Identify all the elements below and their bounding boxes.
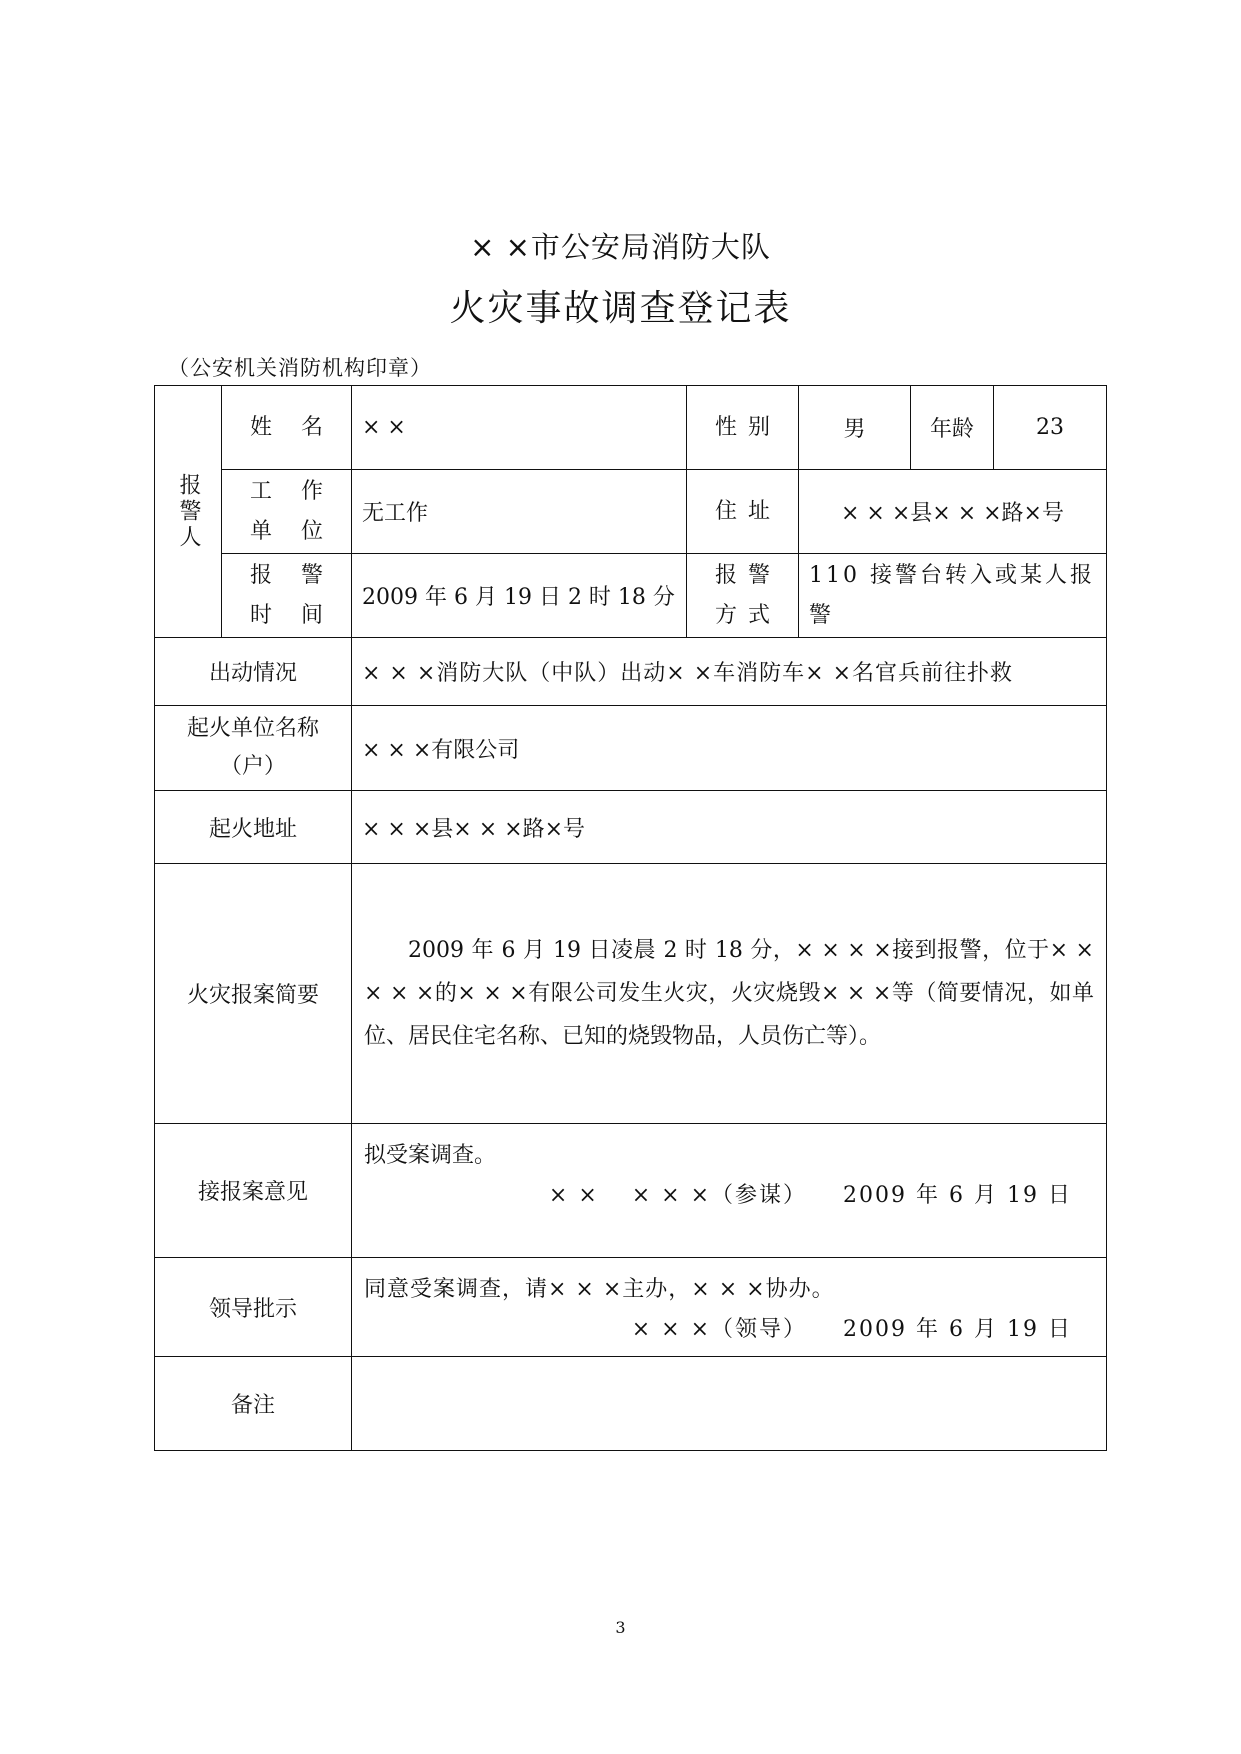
leader-signer: × × ×（领导） bbox=[631, 1317, 808, 1342]
reporter-group-text: 报警人 bbox=[176, 472, 201, 551]
method-label-2b: 式 bbox=[747, 602, 770, 628]
time-label-1b: 警 bbox=[300, 562, 323, 588]
work-label-2a: 单 bbox=[250, 518, 273, 544]
fire-unit-value: × × ×有限公司 bbox=[352, 706, 1107, 791]
opinion-text: 拟受案调查。 bbox=[364, 1143, 497, 1168]
method-label-1b: 警 bbox=[747, 562, 770, 588]
address-label bbox=[687, 470, 799, 554]
document-title: 火灾事故调查登记表 bbox=[449, 288, 792, 329]
fire-unit-label bbox=[155, 706, 352, 791]
name-label bbox=[222, 386, 352, 470]
fire-address-label: 起火地址 bbox=[155, 791, 352, 864]
leader-cell bbox=[352, 1258, 1107, 1357]
leader-signature-line bbox=[364, 1310, 1094, 1350]
reporter-row-1 bbox=[155, 386, 1107, 470]
leader-text: 同意受案调查，请× × ×主办，× × ×协办。 bbox=[364, 1277, 835, 1302]
name-label-a: 姓 bbox=[250, 414, 273, 440]
work-unit-value: 无工作 bbox=[352, 470, 687, 554]
method-label-2a: 方 bbox=[715, 602, 738, 628]
time-label-2a: 时 bbox=[250, 602, 273, 628]
registration-form-table bbox=[154, 385, 1107, 1451]
dispatch-row bbox=[155, 638, 1107, 706]
opinion-signer: × × × × ×（参谋） bbox=[548, 1183, 808, 1208]
gender-label-a: 性 bbox=[715, 414, 738, 440]
gender-label bbox=[687, 386, 799, 470]
opinion-cell bbox=[352, 1124, 1107, 1258]
work-unit-label bbox=[222, 470, 352, 554]
leader-row bbox=[155, 1258, 1107, 1357]
reporter-row-3 bbox=[155, 554, 1107, 638]
fire-unit-row bbox=[155, 706, 1107, 791]
opinion-label: 接报案意见 bbox=[155, 1124, 352, 1258]
dispatch-label: 出动情况 bbox=[155, 638, 352, 706]
summary-label: 火灾报案简要 bbox=[155, 864, 352, 1124]
time-label-2b: 间 bbox=[300, 602, 323, 628]
fire-unit-label-line1: 起火单位名称 bbox=[186, 716, 319, 741]
seal-note: （公安机关消防机构印章） bbox=[168, 356, 432, 380]
fire-address-value: × × ×县× × ×路×号 bbox=[352, 791, 1107, 864]
gender-label-b: 别 bbox=[747, 414, 770, 440]
remarks-row bbox=[155, 1357, 1107, 1451]
dispatch-value: × × ×消防大队（中队）出动× ×车消防车× ×名官兵前往扑救 bbox=[352, 638, 1107, 706]
summary-row bbox=[155, 864, 1107, 1124]
summary-text: 2009 年 6 月 19 日凌晨 2 时 18 分，× × × ×接到报警，位于× × × × ×的× × ×有限公司发生火灾，火灾烧毁× × ×等（简要情况，如单位、居民住宅名称、已知的烧毁物品，人员伤亡等）。 bbox=[364, 938, 1094, 1049]
time-label-1a: 报 bbox=[250, 562, 273, 588]
opinion-signature-line bbox=[364, 1176, 1094, 1216]
work-label-1a: 工 bbox=[250, 478, 273, 504]
fire-unit-label-line2: （户） bbox=[219, 754, 286, 779]
address-value: × × ×县× × ×路×号 bbox=[799, 470, 1107, 554]
remarks-label: 备注 bbox=[155, 1357, 352, 1451]
name-label-b: 名 bbox=[300, 414, 323, 440]
fire-address-row bbox=[155, 791, 1107, 864]
organization-name: × ×市公安局消防大队 bbox=[470, 230, 771, 264]
name-value: × × bbox=[352, 386, 687, 470]
remarks-value bbox=[352, 1357, 1107, 1451]
page-number: 3 bbox=[615, 1618, 626, 1637]
reporter-row-2 bbox=[155, 470, 1107, 554]
reporter-group-label bbox=[155, 386, 222, 638]
opinion-row bbox=[155, 1124, 1107, 1258]
report-time-label bbox=[222, 554, 352, 638]
address-label-b: 址 bbox=[747, 498, 770, 524]
address-label-a: 住 bbox=[715, 498, 738, 524]
work-label-2b: 位 bbox=[300, 518, 323, 544]
report-time-value: 2009 年 6 月 19 日 2 时 18 分 bbox=[352, 554, 687, 638]
age-label: 年龄 bbox=[911, 386, 994, 470]
age-value: 23 bbox=[994, 386, 1107, 470]
leader-label: 领导批示 bbox=[155, 1258, 352, 1357]
gender-value: 男 bbox=[799, 386, 911, 470]
work-label-1b: 作 bbox=[300, 478, 323, 504]
summary-cell bbox=[352, 864, 1107, 1124]
leader-date: 2009 年 6 月 19 日 bbox=[843, 1317, 1072, 1342]
method-label-1a: 报 bbox=[715, 562, 738, 588]
report-method-label bbox=[687, 554, 799, 638]
report-method-value: 110 接警台转入或某人报警 bbox=[799, 554, 1107, 638]
opinion-date: 2009 年 6 月 19 日 bbox=[843, 1183, 1072, 1208]
